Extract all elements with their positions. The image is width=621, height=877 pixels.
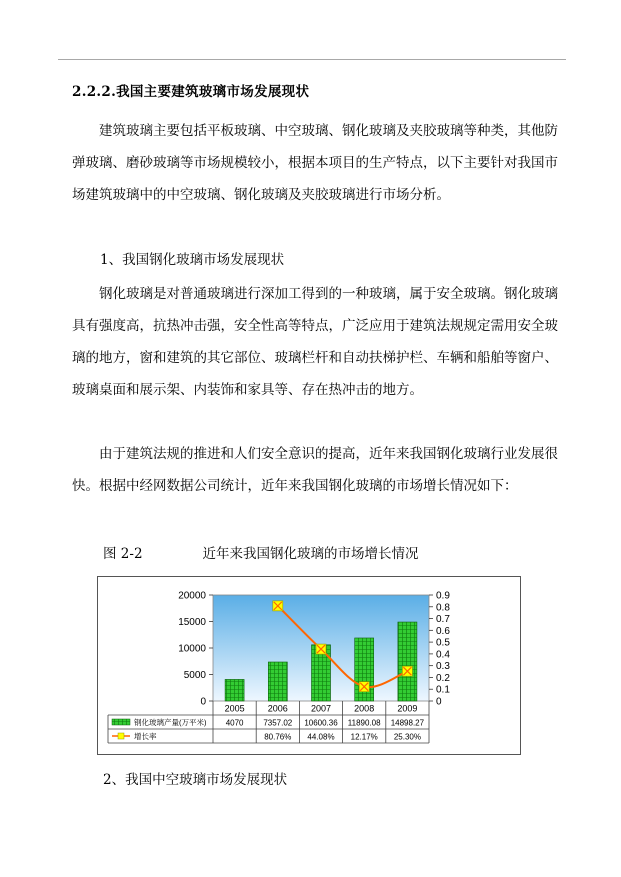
right-tick-label: 0.2: [436, 672, 450, 684]
right-tick-label: 0.1: [436, 684, 450, 696]
bar-2009: [398, 622, 417, 701]
bar-2006: [268, 662, 287, 701]
right-tick-label: 0.9: [436, 590, 450, 602]
bar-value-label: 7357.02: [263, 718, 293, 728]
legend-line-label: 增长率: [134, 732, 157, 741]
tempered-glass-paragraph: 钢化玻璃是对普通玻璃进行深加工得到的一种玻璃，属于安全玻璃。钢化玻璃具有强度高，抗热冲击强，安全性高等特点，广泛应用于建筑法规规定需用安全玻璃的地方，窗和建筑的其它部位、玻璃栏杆和自动扶梯护栏、车辆和船舶等窗户、玻璃桌面和展示架、内装饰和家具等、存在热冲击的地方。: [72, 286, 558, 398]
left-tick-label: 10000: [178, 643, 206, 655]
bar-value-label: 14898.27: [390, 718, 425, 728]
x-tick-label: 2008: [354, 703, 375, 714]
left-tick-label: 5000: [183, 670, 206, 681]
legend-bar-swatch: [112, 719, 130, 725]
growth-value-label: 25.30%: [393, 732, 421, 742]
x-tick-label: 2006: [267, 703, 288, 714]
right-tick-label: 0.5: [436, 637, 450, 649]
right-tick-label: 0.7: [436, 614, 450, 626]
growth-value-label: 12.17%: [350, 732, 378, 742]
x-tick-label: 2005: [224, 703, 245, 714]
left-tick-label: 15000: [178, 617, 206, 628]
right-tick-label: 0.8: [436, 602, 450, 614]
left-tick-label: 0: [200, 696, 206, 708]
right-tick-label: 0.4: [436, 649, 450, 661]
figure-caption: [103, 542, 419, 562]
x-tick-label: 2009: [397, 703, 418, 714]
section-heading: 2.2.2.我国主要建筑玻璃市场发展现状: [72, 84, 310, 100]
left-tick-label: 20000: [178, 590, 206, 602]
chart-frame: [97, 576, 521, 755]
figure-title: 近年来我国钢化玻璃的市场增长情况: [202, 546, 419, 562]
market-growth-chart: [98, 577, 520, 754]
growth-value-label: 80.76%: [264, 732, 292, 742]
bar-2005: [225, 679, 244, 701]
legend-bar-label: 钢化玻璃产量(万平米): [134, 718, 207, 727]
figure-number: 图 2-2: [103, 546, 143, 562]
right-tick-label: 0: [436, 696, 442, 708]
bar-value-label: 10600.36: [304, 718, 338, 728]
right-tick-label: 0.6: [436, 625, 450, 637]
header-rule: [58, 59, 566, 60]
bar-value-label: 4070: [225, 718, 244, 728]
x-tick-label: 2007: [310, 703, 332, 714]
subsection-tempered-glass: 1、我国钢化玻璃市场发展现状: [100, 252, 285, 268]
right-tick-label: 0.3: [436, 661, 450, 673]
legend-line-marker: [118, 733, 124, 739]
subsection-insulating-glass: 2、我国中空玻璃市场发展现状: [103, 772, 288, 788]
growth-paragraph: 由于建筑法规的推进和人们安全意识的提高，近年来我国钢化玻璃行业发展很快。根据中经网数据公司统计，近年来我国钢化玻璃的市场增长情况如下：: [72, 446, 558, 494]
growth-value-label: 44.08%: [307, 732, 335, 742]
bar-value-label: 11890.08: [347, 718, 381, 728]
intro-paragraph: 建筑玻璃主要包括平板玻璃、中空玻璃、钢化玻璃及夹胶玻璃等种类，其他防弹玻璃、磨砂玻璃等市场规模较小，根据本项目的生产特点，以下主要针对我国市场建筑玻璃中的中空玻璃、钢化玻璃及夹胶玻璃进行市场分析。: [72, 123, 558, 203]
